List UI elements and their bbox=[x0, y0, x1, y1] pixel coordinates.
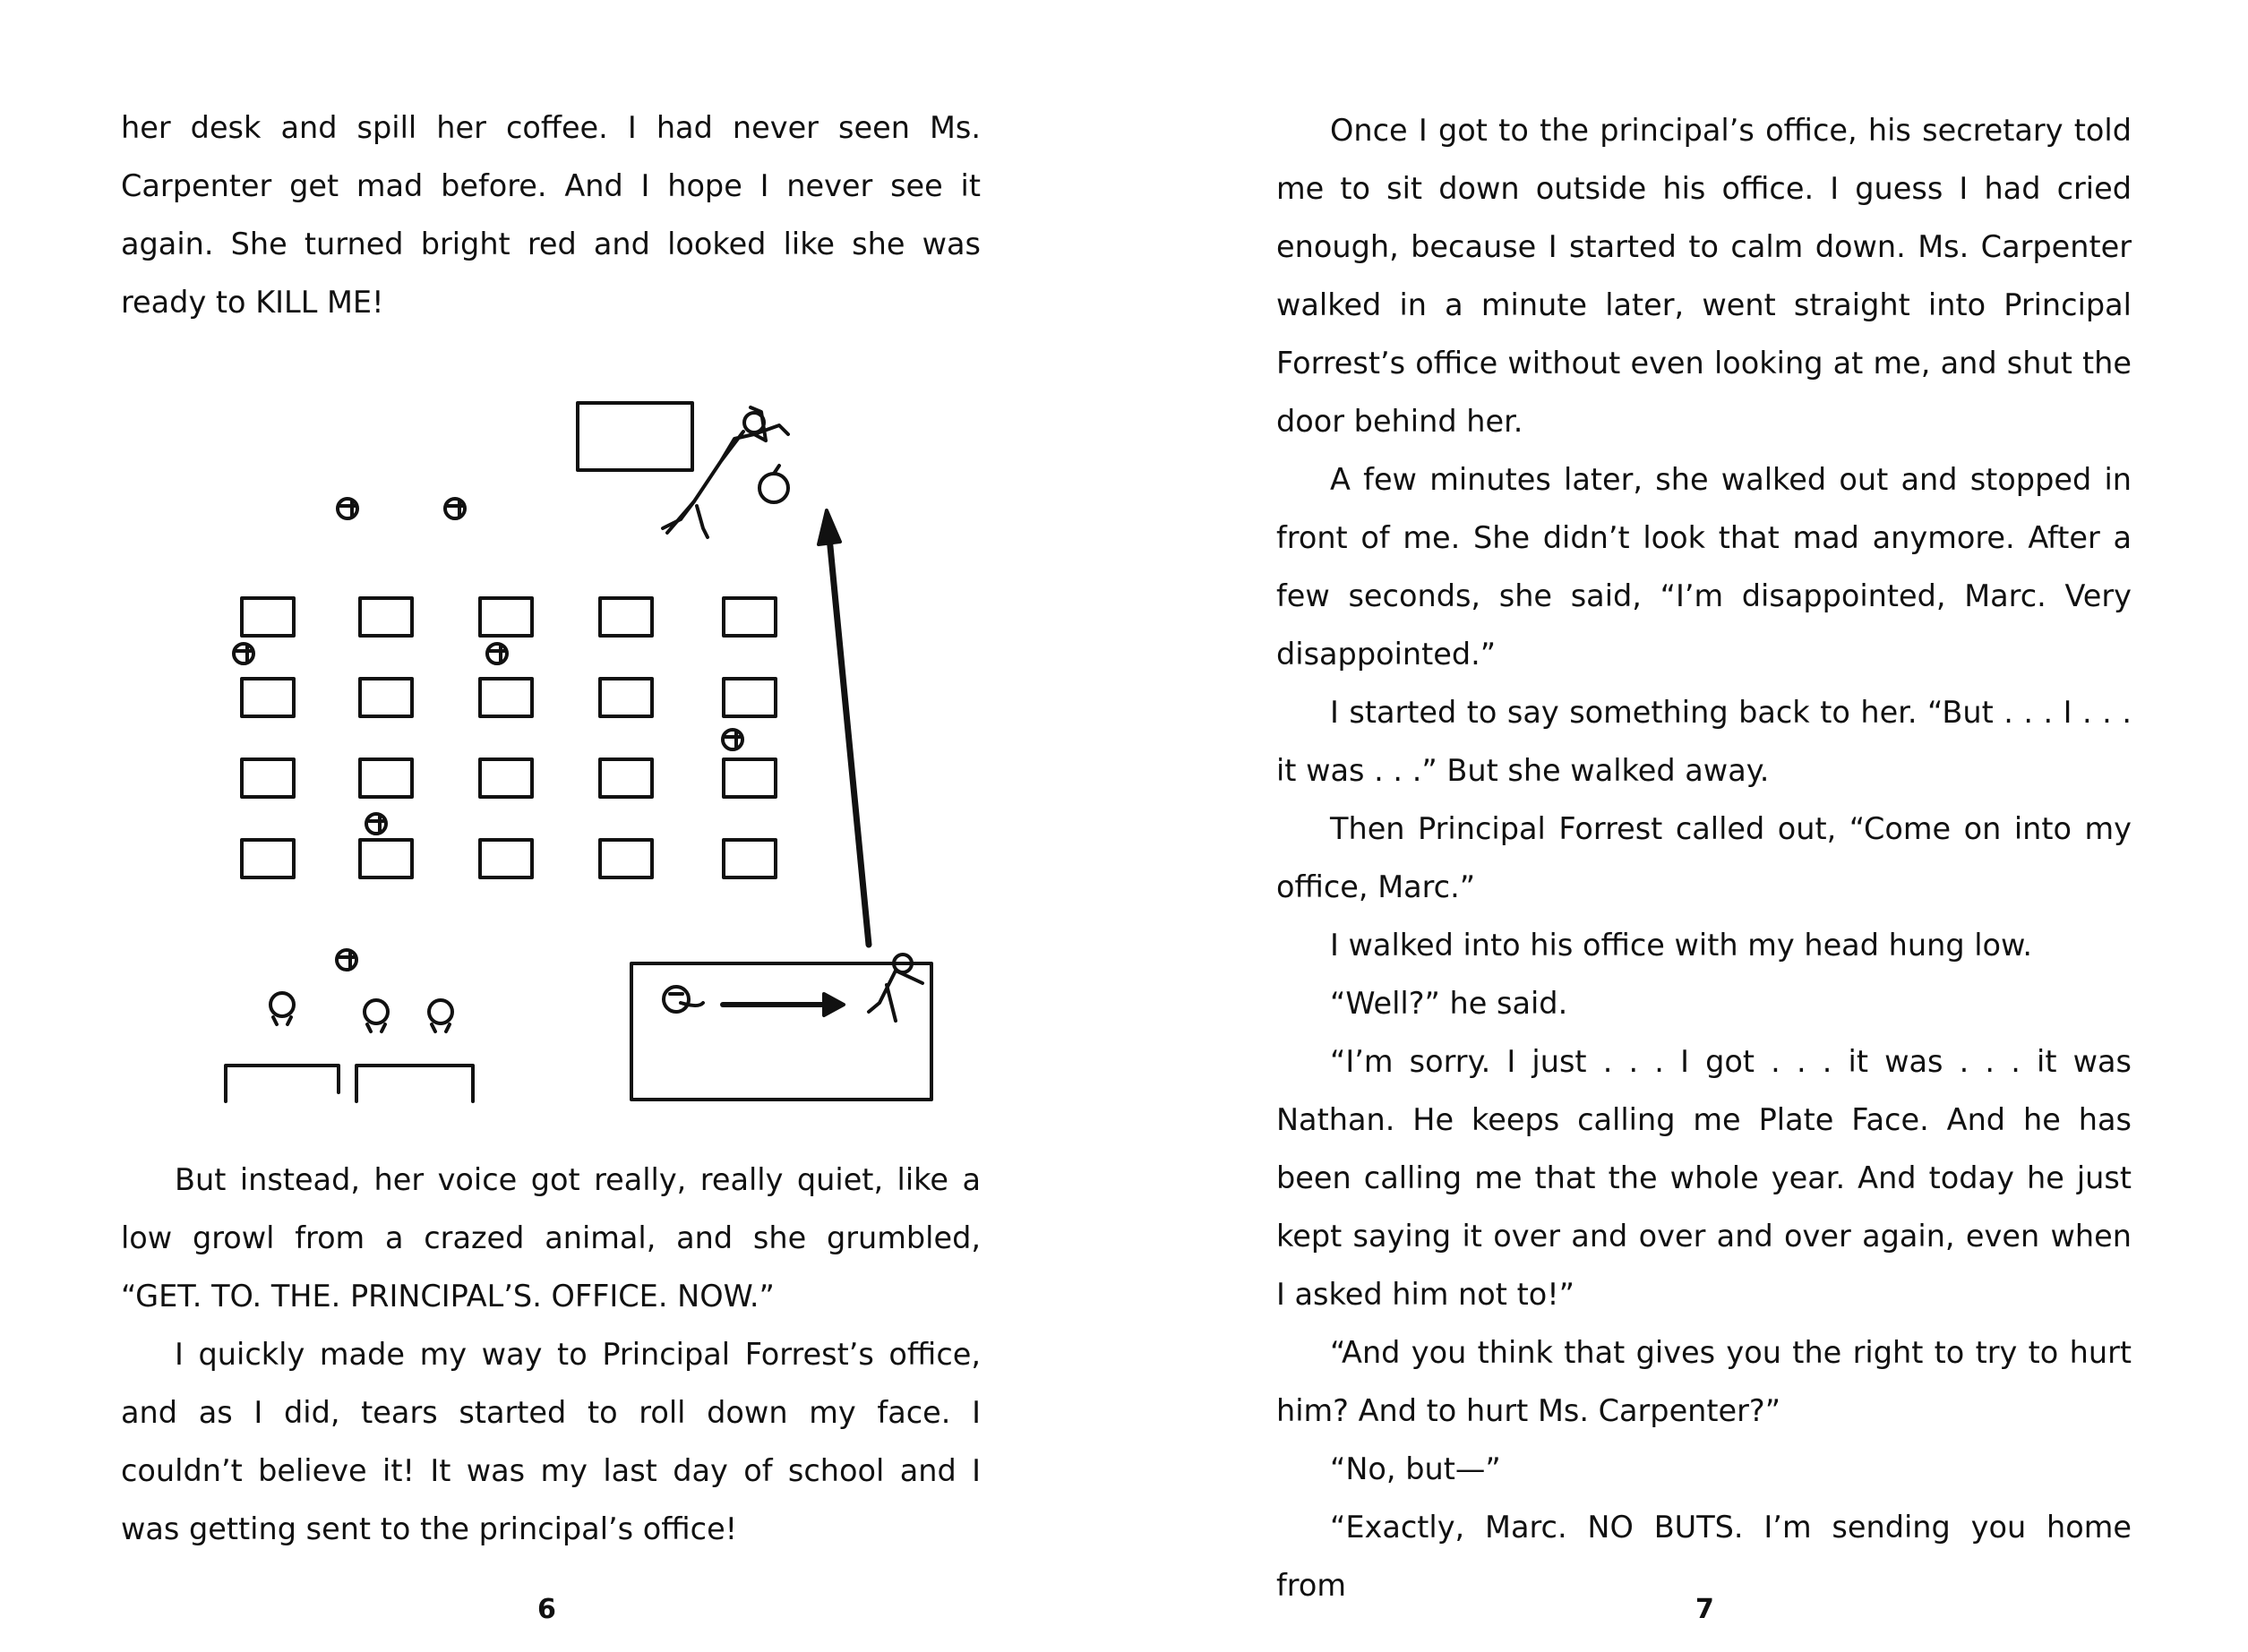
desk-icon bbox=[360, 679, 412, 716]
student-icon bbox=[366, 814, 386, 834]
teacher-icon bbox=[663, 407, 788, 537]
paragraph: “Exactly, Marc. NO BUTS. I’m sending you home from bbox=[1276, 1510, 2132, 1603]
paragraph: her desk and spill her coffee. I had never seen Ms. Carpenter get mad before. And I hope I never see it again. She turned bright red and looked like she was ready to KILL ME! bbox=[121, 110, 981, 320]
desk-icon bbox=[242, 679, 294, 716]
paragraph: A few minutes later, she walked out and stopped in front of me. She didn’t look that mad anymore. After a few seconds, she said, “I’m disappointed, Marc. Very disappointed.” bbox=[1276, 462, 2132, 672]
desk-icon bbox=[724, 598, 776, 636]
paragraph: “And you think that gives you the right to try to hurt him? And to hurt Ms. Carpenter?” bbox=[1276, 1335, 2132, 1428]
student-icon bbox=[429, 1000, 452, 1031]
student-icon bbox=[487, 644, 507, 663]
student-icon bbox=[270, 993, 294, 1024]
paragraph: I quickly made my way to Principal Forrest’s office, and as I did, tears started to roll down my face. I couldn’t believe it! It was my last day of school and I was getting sent to the principal’s office! bbox=[121, 1337, 981, 1546]
student-icon bbox=[445, 499, 465, 518]
desk-icon bbox=[480, 679, 532, 716]
student-icon bbox=[337, 950, 356, 970]
right-text bbox=[1276, 101, 2132, 1614]
desk-icon bbox=[724, 840, 776, 877]
student-icon bbox=[664, 987, 703, 1012]
desk-icon bbox=[600, 598, 652, 636]
paragraph: Once I got to the principal’s office, his secretary told me to sit down outside his office. I guess I had cried enough, because I started to calm down. Ms. Carpenter walked in a minute later, went straight into Principal Forrest’s office without even looking at me, and shut the door behind her. bbox=[1276, 113, 2132, 439]
desk-icon bbox=[480, 759, 532, 797]
student-icon bbox=[234, 644, 253, 663]
desk-icon bbox=[360, 598, 412, 636]
desk-icon bbox=[242, 598, 294, 636]
desk-icon bbox=[600, 840, 652, 877]
classroom-illustration bbox=[206, 385, 976, 1119]
left-bottom-text bbox=[121, 1151, 981, 1558]
student-icon bbox=[365, 1000, 388, 1031]
desk-icon bbox=[242, 759, 294, 797]
whiteboard-icon bbox=[578, 403, 692, 470]
page-number: 6 bbox=[537, 1594, 556, 1625]
paragraph: Then Principal Forrest called out, “Come on into my office, Marc.” bbox=[1276, 811, 2132, 904]
paragraph: “No, but—” bbox=[1330, 1451, 1501, 1486]
arrow-icon bbox=[829, 537, 869, 945]
left-top-text bbox=[121, 98, 981, 331]
table-icon bbox=[356, 1066, 473, 1101]
right-page bbox=[1124, 0, 2248, 1652]
paragraph: “Well?” he said. bbox=[1330, 986, 1568, 1021]
desk-icon bbox=[724, 759, 776, 797]
desk-icon bbox=[242, 840, 294, 877]
paragraph: But instead, her voice got really, really quiet, like a low growl from a crazed animal, and she grumbled, “GET. TO. THE. PRINCIPAL’S. OFFICE. NOW.” bbox=[121, 1162, 981, 1314]
desk-icon bbox=[724, 679, 776, 716]
desk-icon bbox=[480, 598, 532, 636]
student-icon bbox=[723, 730, 742, 749]
desk-grid bbox=[242, 598, 776, 877]
paragraph: “I’m sorry. I just . . . I got . . . it was . . . it was Nathan. He keeps calling me Plate Face. And he has been calling me that the whole year. And today he just kept saying it over and over and over again, even when I asked him not to!” bbox=[1276, 1044, 2132, 1312]
page-number: 7 bbox=[1695, 1594, 1714, 1625]
table-icon bbox=[226, 1066, 339, 1101]
desk-icon bbox=[360, 840, 412, 877]
desk-icon bbox=[600, 759, 652, 797]
paragraph: I walked into his office with my head hung low. bbox=[1330, 928, 2033, 963]
paragraph: I started to say something back to her. “But . . . I . . . it was . . .” But she walked away. bbox=[1276, 695, 2132, 788]
desk-icon bbox=[360, 759, 412, 797]
desk-icon bbox=[480, 840, 532, 877]
desk-icon bbox=[600, 679, 652, 716]
student-icon bbox=[338, 499, 357, 518]
